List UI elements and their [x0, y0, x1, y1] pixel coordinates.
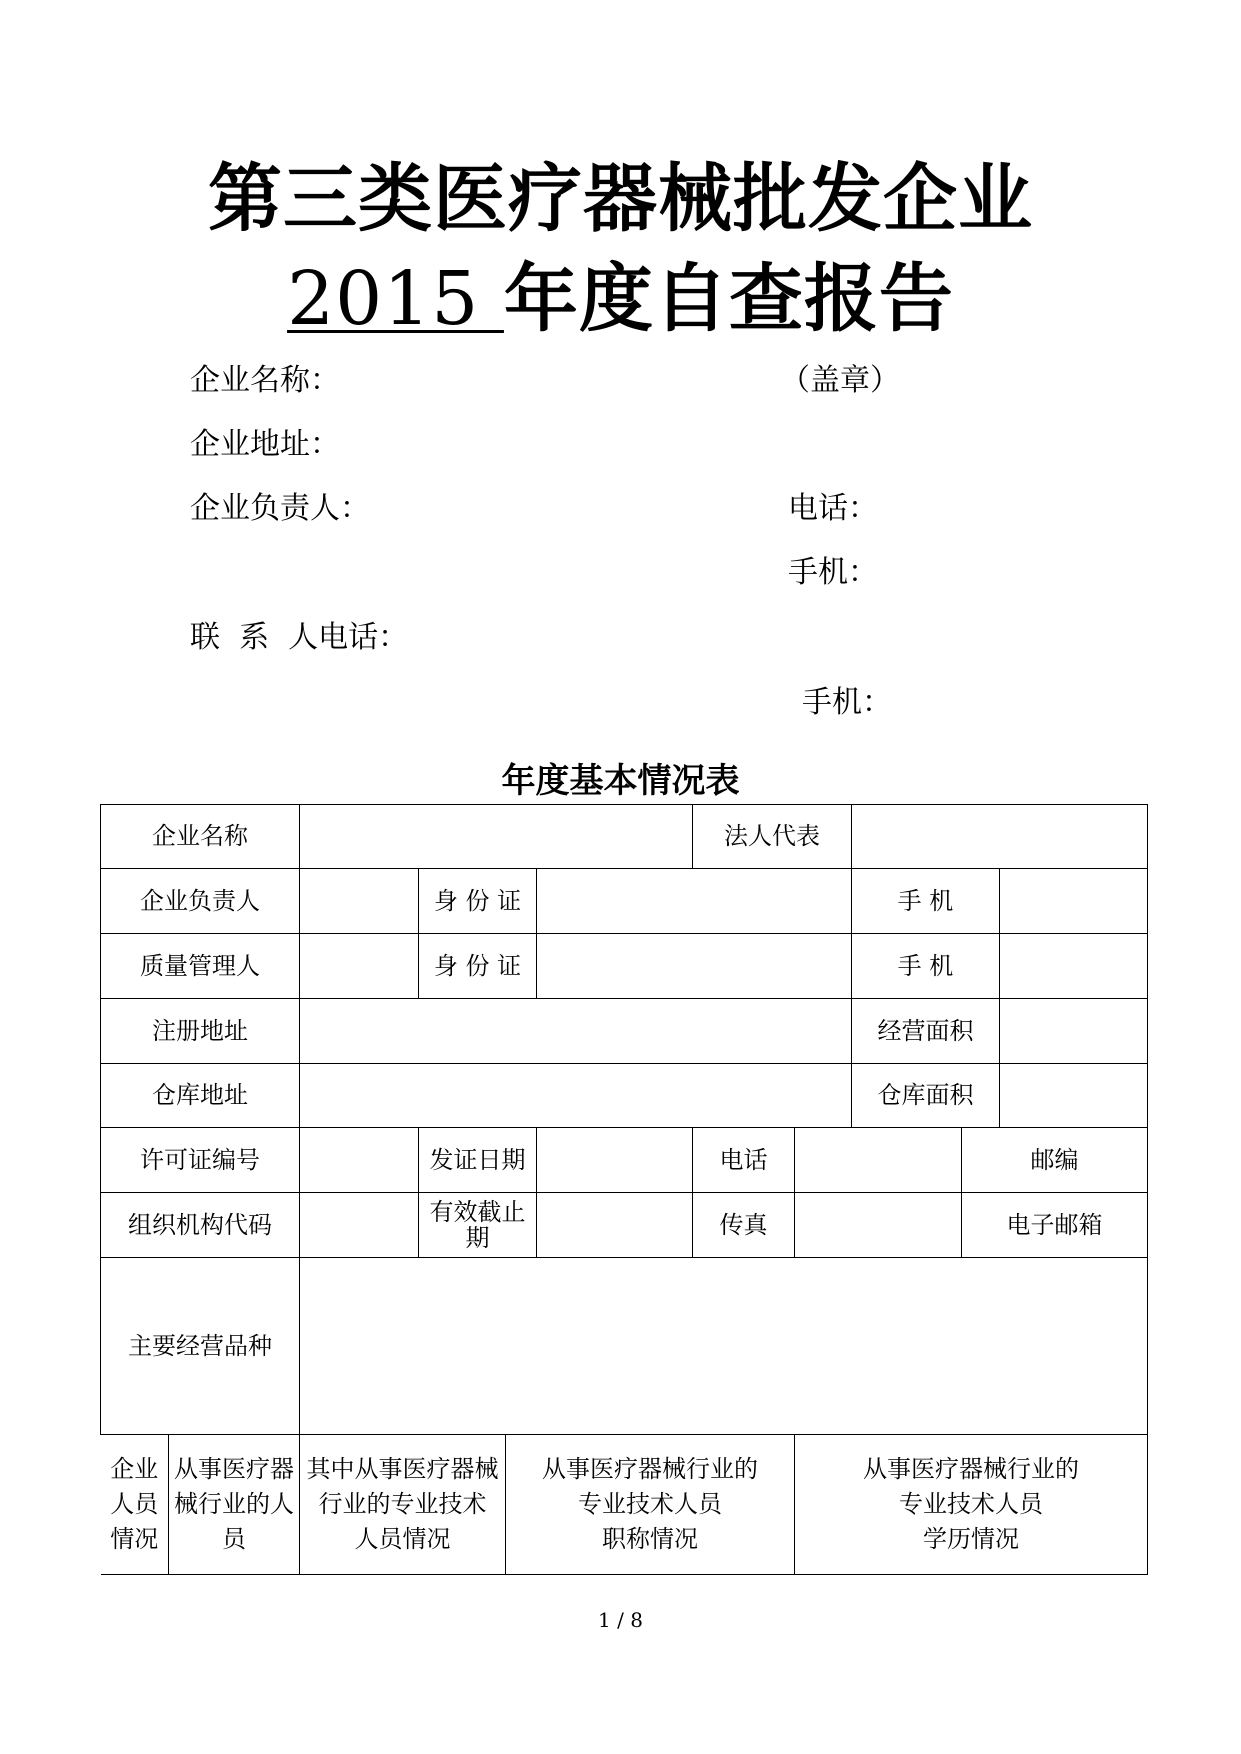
responsible-person-label: 企业负责人： [190, 491, 370, 526]
staff-situation-line: 情况 [110, 1524, 159, 1553]
staff-situation-cell [101, 1435, 169, 1575]
quality-manager-value[interactable] [300, 934, 419, 999]
professional-titles-cell [506, 1435, 795, 1575]
professional-staff-line: 行业的专业技术 [318, 1490, 487, 1519]
professional-education-line: 专业技术人员 [899, 1490, 1043, 1519]
warehouse-address-cell: 仓库地址 [101, 1064, 300, 1128]
phone-cell: 电话 [693, 1128, 795, 1193]
reg-address-cell: 注册地址 [101, 999, 300, 1064]
fax-cell: 传真 [693, 1193, 795, 1258]
company-name-value[interactable] [300, 805, 693, 869]
phone-value[interactable] [795, 1128, 962, 1193]
mobile-value[interactable] [1000, 934, 1148, 999]
phone-label: 电话： [788, 491, 878, 526]
id-card-value[interactable] [537, 869, 852, 934]
company-address-label: 企业地址： [190, 427, 340, 462]
valid-until-value[interactable] [537, 1193, 693, 1258]
valid-until-cell: 有效截止期 [419, 1193, 537, 1258]
seal-label: （盖章） [780, 363, 900, 398]
table-row [101, 934, 1148, 999]
table-row [101, 999, 1148, 1064]
id-card-cell: 身 份 证 [419, 869, 537, 934]
license-no-value[interactable] [300, 1128, 419, 1193]
responsible-person-value[interactable] [300, 869, 419, 934]
table-row [101, 1128, 1148, 1193]
staff-in-industry-cell [169, 1435, 300, 1575]
title-line-1: 第三类医疗器械批发企业 [208, 156, 1033, 242]
table-row [101, 1258, 1148, 1435]
professional-staff-line: 人员情况 [354, 1524, 451, 1553]
license-no-cell: 许可证编号 [101, 1128, 300, 1193]
table-title: 年度基本情况表 [501, 761, 740, 801]
staff-situation-line: 人员 [110, 1490, 159, 1519]
title-year: 2015 [287, 256, 504, 342]
company-name-cell: 企业名称 [101, 805, 300, 869]
fax-value[interactable] [795, 1193, 962, 1258]
mobile-label: 手机： [788, 555, 878, 590]
mobile-cell: 手 机 [852, 869, 1000, 934]
professional-titles-line: 职称情况 [602, 1524, 698, 1553]
contact-phone-label: 联 系 人电话： [190, 620, 409, 655]
contact-mobile-label: 手机： [802, 685, 892, 720]
issue-date-cell: 发证日期 [419, 1128, 537, 1193]
professional-titles-line: 专业技术人员 [578, 1490, 722, 1519]
professional-education-line: 从事医疗器械行业的 [863, 1455, 1079, 1484]
org-code-value[interactable] [300, 1193, 419, 1258]
professional-staff-line: 其中从事医疗器械 [306, 1455, 499, 1484]
staff-in-industry-line: 械行业的人 [174, 1490, 294, 1519]
title-line-2 [0, 256, 1241, 342]
mobile-cell: 手 机 [852, 934, 1000, 999]
company-name-label: 企业名称： [190, 363, 340, 398]
table-row [101, 1193, 1148, 1258]
main-products-cell: 主要经营品种 [101, 1258, 300, 1435]
email-cell: 电子邮箱 [962, 1193, 1148, 1258]
page-number: 1 / 8 [598, 1608, 643, 1632]
warehouse-area-cell: 仓库面积 [852, 1064, 1000, 1128]
reg-address-value[interactable] [300, 999, 852, 1064]
legal-rep-value[interactable] [852, 805, 1148, 869]
table-row [101, 869, 1148, 934]
table-row [101, 1064, 1148, 1128]
responsible-person-cell: 企业负责人 [101, 869, 300, 934]
professional-education-cell [795, 1435, 1148, 1575]
mobile-value[interactable] [1000, 869, 1148, 934]
legal-rep-cell: 法人代表 [693, 805, 852, 869]
id-card-value[interactable] [537, 934, 852, 999]
business-area-value[interactable] [1000, 999, 1148, 1064]
professional-titles-line: 从事医疗器械行业的 [542, 1455, 758, 1484]
staff-situation-line: 企业 [110, 1455, 159, 1484]
professional-staff-cell [300, 1435, 506, 1575]
org-code-cell: 组织机构代码 [101, 1193, 300, 1258]
basic-info-table [100, 804, 1148, 1575]
table-row [101, 1435, 1148, 1575]
staff-in-industry-line: 员 [222, 1524, 246, 1553]
business-area-cell: 经营面积 [852, 999, 1000, 1064]
staff-in-industry-line: 从事医疗器 [174, 1455, 294, 1484]
table-row [101, 805, 1148, 869]
title-line-2-text: 年度自查报告 [503, 256, 954, 342]
warehouse-area-value[interactable] [1000, 1064, 1148, 1128]
professional-education-line: 学历情况 [923, 1524, 1019, 1553]
quality-manager-cell: 质量管理人 [101, 934, 300, 999]
postcode-cell: 邮编 [962, 1128, 1148, 1193]
warehouse-address-value[interactable] [300, 1064, 852, 1128]
id-card-cell: 身 份 证 [419, 934, 537, 999]
issue-date-value[interactable] [537, 1128, 693, 1193]
main-products-value[interactable] [300, 1258, 1148, 1435]
